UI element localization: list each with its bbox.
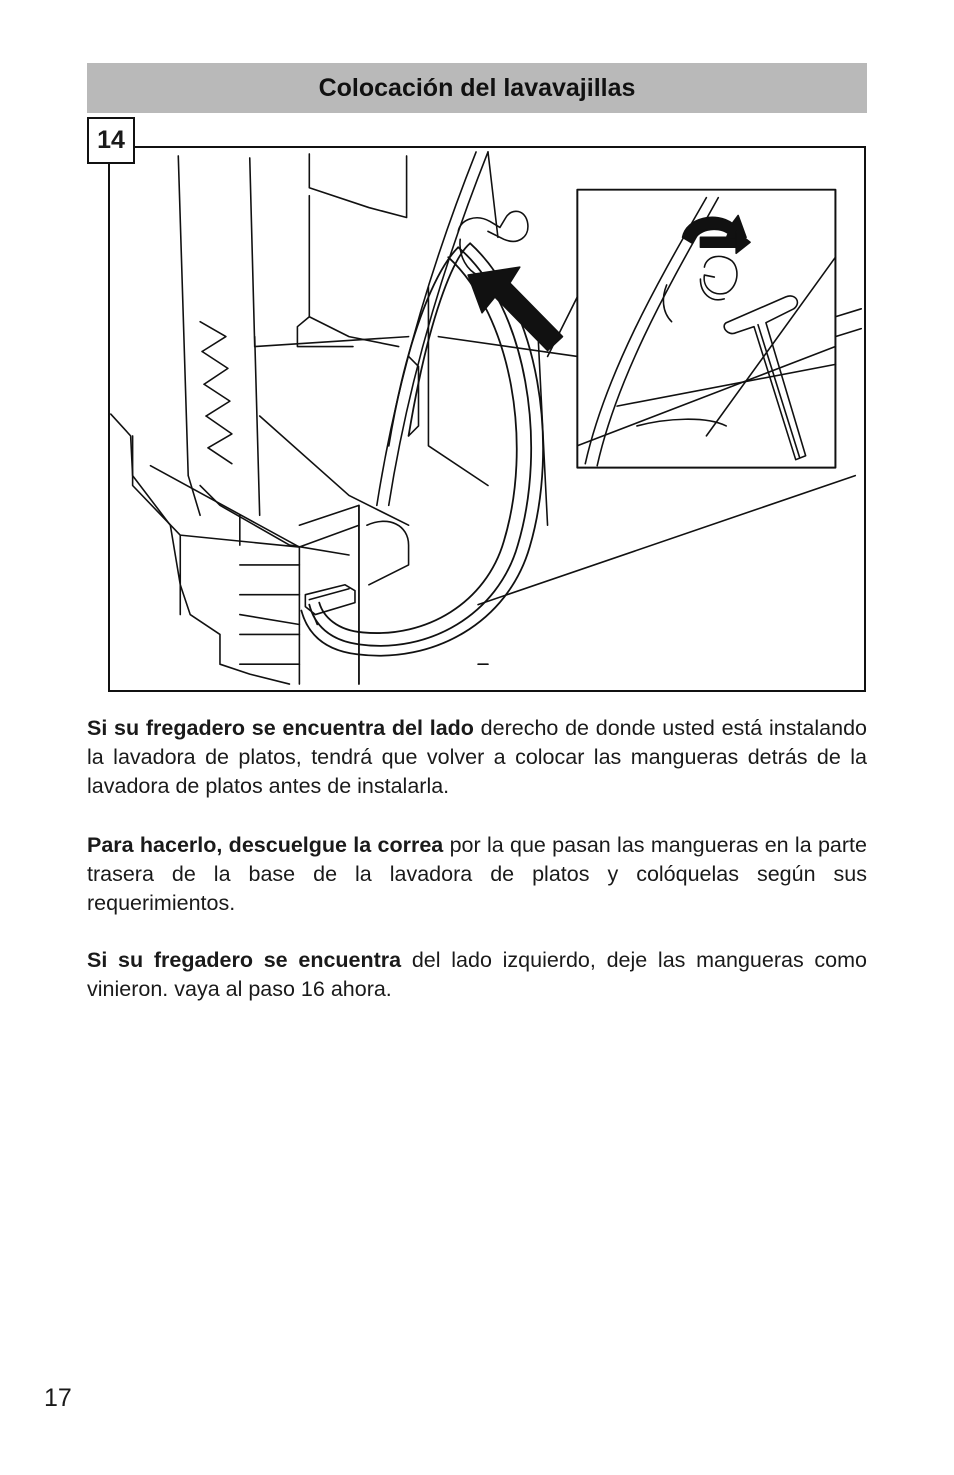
figure-frame bbox=[108, 146, 866, 692]
paragraph-text: del lado izquierdo, deje las mangueras como vinieron. vaya al paso 16 ahora. bbox=[87, 948, 867, 1001]
step-number-badge: 14 bbox=[87, 117, 135, 164]
strap-clip bbox=[305, 585, 355, 625]
paragraph-left-sink bbox=[87, 946, 867, 1004]
arrow-icon bbox=[468, 267, 562, 350]
paragraph-lead: Para hacerlo, descuelgue la correa bbox=[87, 833, 444, 857]
section-title: Colocación del lavavajillas bbox=[318, 73, 636, 102]
section-header bbox=[87, 63, 867, 113]
strap-hook-detail-inset bbox=[577, 190, 835, 468]
dishwasher-hose-strap-illustration bbox=[110, 148, 864, 690]
paragraph-lead: Si su fregadero se encuentra del lado bbox=[87, 716, 474, 740]
paragraph-text: por la que pasan las mangueras en la parte trasera de la base de la lavadora de platos y colóquelas según sus requerimientos. bbox=[87, 833, 867, 915]
strap-hook bbox=[458, 211, 528, 275]
paragraph-right-sink bbox=[87, 714, 867, 801]
page-number: 17 bbox=[44, 1384, 72, 1412]
paragraph-unhook-strap bbox=[87, 831, 867, 918]
paragraph-text: derecho de donde usted está instalando la lavadora de platos, tendrá que volver a colocar las mangueras detrás de la lavadora de platos antes de instalarla. bbox=[87, 716, 867, 798]
paragraph-lead: Si su fregadero se encuentra bbox=[87, 948, 402, 972]
